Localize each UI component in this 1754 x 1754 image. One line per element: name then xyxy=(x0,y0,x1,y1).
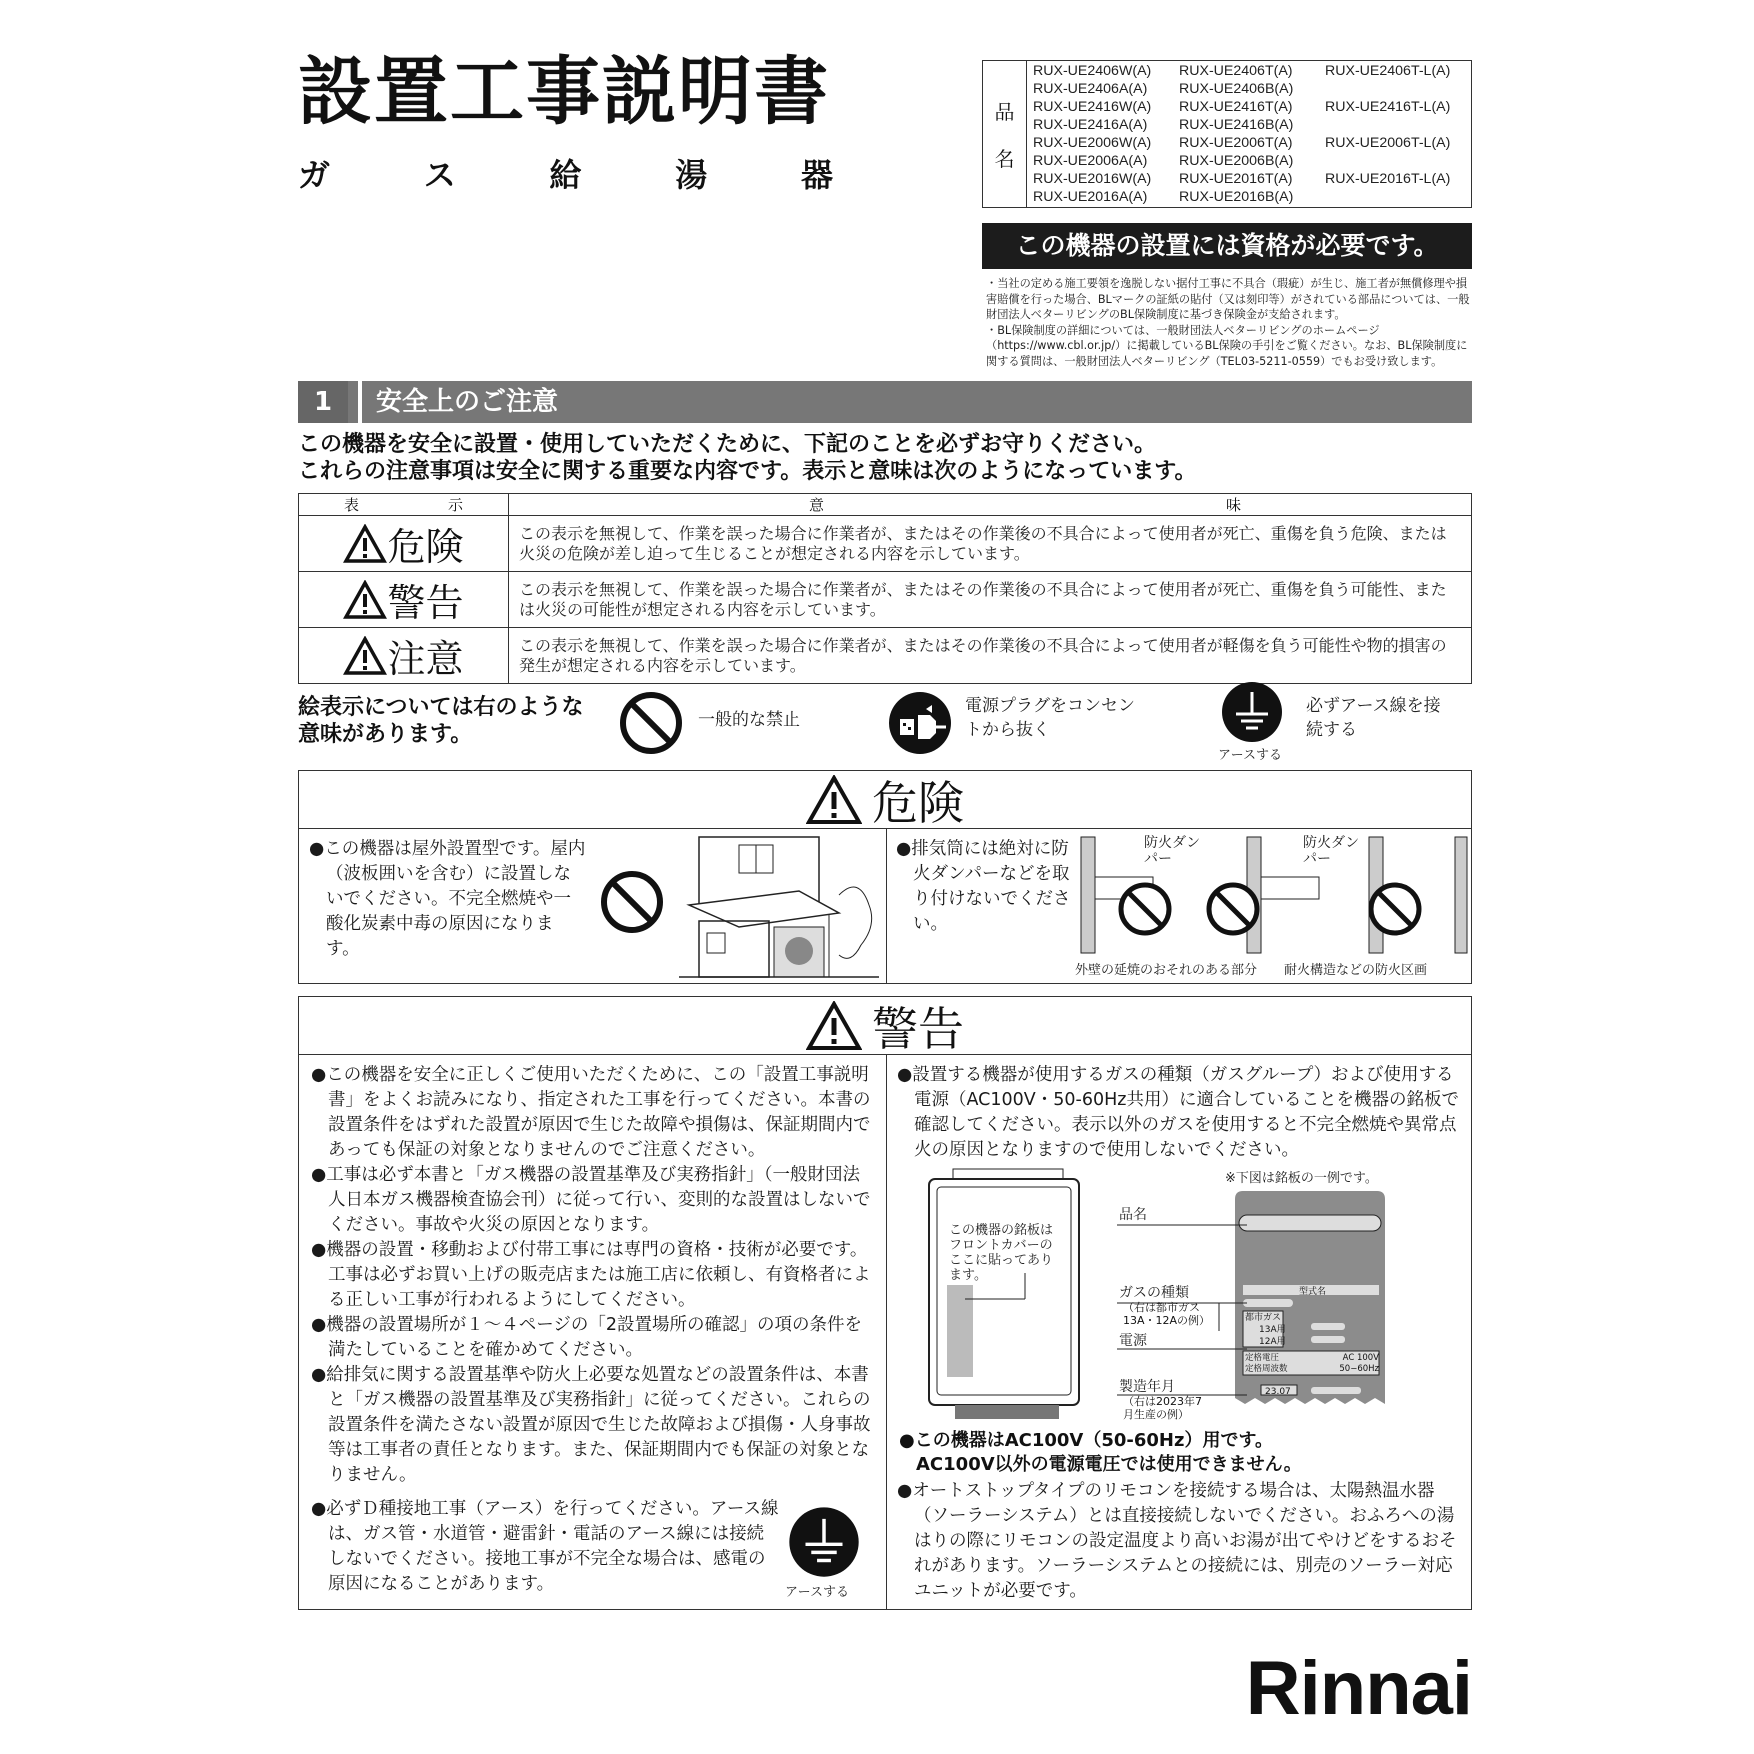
signal-cell xyxy=(299,572,509,628)
list-item: ●機器の設置場所が１～４ページの「2設置場所の確認」の項の条件を満たしていることを確かめてください。 xyxy=(311,1315,863,1360)
signal-word-table xyxy=(298,493,1472,684)
model: RUX-UE2016W(A) xyxy=(1033,171,1152,187)
brand-logo: Rinnai xyxy=(1245,1646,1472,1731)
model: RUX-UE2016T-L(A) xyxy=(1325,171,1451,187)
damper-diagram xyxy=(1079,835,1469,955)
table-row xyxy=(299,572,1472,628)
table-row xyxy=(299,628,1472,684)
plate-13a: 13A用 xyxy=(1259,1325,1286,1335)
plate-gas-label: 都市ガス xyxy=(1245,1313,1282,1323)
intro-line: この機器を安全に設置・使用していただくために、下記のことを必ずお守りください。 xyxy=(298,432,1157,457)
warning-title: 警告 xyxy=(872,1001,964,1056)
plate-freq-label: 定格周波数 xyxy=(1245,1364,1288,1374)
product-row xyxy=(1033,62,1471,80)
damper-caption: 外壁の延焼のおそれのある部分 xyxy=(1075,963,1258,978)
label-date: 製造年月 xyxy=(1119,1379,1175,1395)
divider xyxy=(886,1055,887,1609)
model: RUX-UE2006W(A) xyxy=(1033,135,1152,151)
model: RUX-UE2016B(A) xyxy=(1179,189,1294,205)
warning-box xyxy=(298,996,1472,1610)
intro-line: これらの注意事項は安全に関する重要な内容です。表示と意味は次のようになっています。 xyxy=(298,459,1197,484)
product-label-top: 品 xyxy=(994,100,1015,124)
label-gas: ガスの種類 xyxy=(1119,1285,1189,1301)
section-number: 1 xyxy=(298,381,348,423)
plate-date: 23.07 xyxy=(1265,1387,1291,1397)
header-char: 示 xyxy=(447,496,463,514)
warning-right-bottom: ●オートストップタイプのリモコンを接続する場合は、太陽熱温水器（ソーラーシステム）とは直接接続しないでください。おふろへの湯はりの際にリモコンの設定温度より高いお湯が出てやけどをするおそれがあります。ソーラーシステムとの接続には、別売のソーラー対応ユニットが必要です。 xyxy=(897,1481,1457,1601)
subtitle-char: 湯 xyxy=(675,156,708,194)
safety-intro xyxy=(298,431,1196,485)
plate-12a: 12A用 xyxy=(1259,1337,1286,1347)
damper-caption: 耐火構造などの防火区画 xyxy=(1284,963,1428,978)
model: RUX-UE2016A(A) xyxy=(1033,189,1148,205)
plate-voltage-label: 定格電圧 xyxy=(1245,1353,1280,1363)
header-char: 味 xyxy=(1225,496,1241,514)
warning-triangle-icon xyxy=(806,775,862,825)
prohibition-icon xyxy=(599,869,665,935)
danger-right-text: ●排気筒には絶対に防火ダンパーなどを取り付けないでください。 xyxy=(896,839,1071,934)
list-item: ●工事は必ず本書と「ガス機器の設置基準及び実務指針」（一般財団法人日本ガス機器検査協会刊）に従って行い、変則的な設置はしないでください。事故や火災の原因となります。 xyxy=(311,1165,871,1235)
model xyxy=(1325,80,1471,98)
damper-label: 防火ダンパー xyxy=(1303,835,1360,867)
leader-lines xyxy=(1117,1219,1249,1419)
pictogram-intro: 絵表示については右のような意味があります。 xyxy=(298,695,584,747)
water-heater-illustration xyxy=(925,1167,1085,1423)
subtitle-char: ガ xyxy=(298,156,331,194)
warning-triangle-icon xyxy=(343,636,387,676)
note: ・BL保険制度の詳細については、一般財団法人ベターリビングのホームページ（https://www.cbl.or.jp/）に掲載しているBL保険の手引をご覧ください。なお、BL保険制度に関する質問は、一般財団法人ベターリビング（TEL03-5211-0559）でもお受け致します。 xyxy=(986,323,1468,368)
model: RUX-UE2416W(A) xyxy=(1033,99,1152,115)
product-row xyxy=(1033,80,1471,98)
page-subtitle xyxy=(298,150,833,196)
product-label-bottom: 名 xyxy=(994,147,1015,171)
unplug-icon xyxy=(886,689,954,757)
product-row xyxy=(1033,116,1471,134)
section-title: 安全上のご注意 xyxy=(358,381,558,423)
warning-triangle-icon xyxy=(806,1001,862,1051)
ground-icon xyxy=(1220,680,1284,744)
signal-label: 注意 xyxy=(387,637,464,681)
model: RUX-UE2006T(A) xyxy=(1179,135,1293,151)
list-item: ●給排気に関する設置基準や防火上必要な処置などの設置条件は、本書と「ガス機器の設置基準及び実務指針」に従ってください。これらの設置条件を満たさない設置が原因で生じた故障および損傷・人身事故等は工事者の責任となります。また、保証期間内でも保証の対象となりません。 xyxy=(311,1365,871,1485)
model xyxy=(1325,152,1471,170)
warning-left-list xyxy=(311,1063,877,1488)
model: RUX-UE2416B(A) xyxy=(1179,117,1294,133)
prohibition-icon xyxy=(618,690,684,756)
model: RUX-UE2406A(A) xyxy=(1033,81,1148,97)
ac100v-notice xyxy=(899,1429,1302,1477)
table-header-meaning xyxy=(509,494,1472,516)
model: RUX-UE2416T(A) xyxy=(1179,99,1293,115)
ground-label: 必ずアース線を接続する xyxy=(1306,696,1441,740)
subtitle-char: ス xyxy=(423,156,456,194)
product-row xyxy=(1033,188,1471,206)
table-header-display xyxy=(299,494,509,516)
ground-caption: アースする xyxy=(1218,748,1282,763)
danger-left-text: ●この機器は屋外設置型です。屋内（波板囲いを含む）に設置しないでください。不完全燃焼や一酸化炭素中毒の原因になります。 xyxy=(309,839,586,959)
model: RUX-UE2406B(A) xyxy=(1179,81,1294,97)
product-models xyxy=(1027,61,1471,207)
qualification-banner: この機器の設置には資格が必要です。 xyxy=(982,223,1472,269)
subtitle-char: 器 xyxy=(800,156,833,194)
list-item: ●機器の設置・移動および付帯工事には専門の資格・技術が必要です。工事は必ずお買い上げの販売店または施工店に依頼し、有資格者による正しい工事が行われるようにしてください。 xyxy=(311,1240,871,1310)
label-gas-example: （右は都市ガス13A・12Aの例） xyxy=(1123,1301,1211,1327)
page-title: 設置工事説明書 xyxy=(298,49,830,135)
warning-heading xyxy=(299,997,1471,1055)
product-row xyxy=(1033,170,1471,188)
header-char: 表 xyxy=(344,496,360,514)
product-label xyxy=(983,61,1027,207)
model: RUX-UE2416A(A) xyxy=(1033,117,1148,133)
plate-gas xyxy=(1245,1312,1286,1348)
plate-note: ※下図は銘板の一例です。 xyxy=(1225,1171,1378,1186)
model: RUX-UE2006A(A) xyxy=(1033,153,1148,169)
signal-desc: この表示を無視して、作業を誤った場合に作業者が、またはその作業後の不具合によって使用者が死亡、重傷を負う危険、または火災の危険が差し迫って生じることが想定される内容を示しています。 xyxy=(509,516,1472,572)
signal-label: 警告 xyxy=(387,581,464,625)
prohibit-label: 一般的な禁止 xyxy=(698,710,800,730)
danger-heading xyxy=(299,771,1471,829)
model: RUX-UE2416T-L(A) xyxy=(1325,99,1451,115)
ground-icon xyxy=(787,1505,861,1579)
label-product: 品名 xyxy=(1119,1207,1147,1223)
signal-cell xyxy=(299,516,509,572)
subtitle-char: 給 xyxy=(549,156,582,194)
danger-title: 危険 xyxy=(872,775,964,830)
model: RUX-UE2406T(A) xyxy=(1179,63,1293,79)
header-char: 意 xyxy=(809,496,825,514)
note: ・当社の定める施工要領を逸脱しない据付工事に不具合（瑕疵）が生じ、施工者が無償修理や損害賠償を行った場合、BLマークの証紙の貼付（又は刻印等）がされている部品については、一般財団法人ベターリビングのBL保険制度に基づき保険金が支給されます。 xyxy=(986,277,1470,321)
model: RUX-UE2406W(A) xyxy=(1033,63,1152,79)
warning-triangle-icon xyxy=(343,580,387,620)
nameplate-illustration xyxy=(1235,1191,1385,1409)
danger-box xyxy=(298,770,1472,984)
signal-desc: この表示を無視して、作業を誤った場合に作業者が、またはその作業後の不具合によって使用者が軽傷を負う可能性や物的損害の発生が想定される内容を示しています。 xyxy=(509,628,1472,684)
model: RUX-UE2016T(A) xyxy=(1179,171,1293,187)
product-row xyxy=(1033,134,1471,152)
heater-note: この機器の銘板はフロントカバーのここに貼ってあります。 xyxy=(949,1223,1054,1283)
product-row xyxy=(1033,152,1471,170)
plate-voltage: AC 100V xyxy=(1342,1353,1379,1363)
house-illustration xyxy=(679,835,879,981)
model xyxy=(1325,188,1471,206)
bold-line: ●この機器はAC100V（50-60Hz）用です。 xyxy=(899,1430,1274,1451)
divider xyxy=(886,829,887,983)
table-row xyxy=(299,516,1472,572)
warning-right-top: ●設置する機器が使用するガスの種類（ガスグループ）および使用する電源（AC100V・50-60Hz共用）に適合していることを機器の銘板で確認してください。表示以外のガスを使用すると不完全燃焼や異常点火の原因となりますので使用しないでください。 xyxy=(897,1065,1459,1160)
label-date-example: （右は2023年7月生産の例） xyxy=(1123,1395,1202,1421)
plate-freq: 50−60Hz xyxy=(1339,1364,1379,1374)
product-box xyxy=(982,60,1472,208)
ground-item: ●必ずＤ種接地工事（アース）を行ってください。アース線は、ガス管・水道管・避雷針・電話のアース線には接続しないでください。接地工事が不完全な場合は、感電の原因になることがあります。 xyxy=(311,1499,779,1594)
model: RUX-UE2006B(A) xyxy=(1179,153,1294,169)
unplug-label: 電源プラグをコンセントから抜く xyxy=(965,696,1135,740)
plate-power xyxy=(1245,1353,1379,1375)
warning-triangle-icon xyxy=(343,524,387,564)
bl-notes xyxy=(986,276,1476,369)
list-item: ●この機器を安全に正しくご使用いただくために、この「設置工事説明書」をよくお読みになり、指定された工事を行ってください。本書の設置条件をはずれた設置が原因で生じた故障や損傷は、保証期間内であっても保証の対象となりませんのでご注意ください。 xyxy=(311,1065,871,1160)
bold-line: AC100V以外の電源電圧では使用できません。 xyxy=(916,1454,1302,1475)
plate-type: 型式名 xyxy=(1299,1287,1327,1297)
model: RUX-UE2006T-L(A) xyxy=(1325,135,1451,151)
model xyxy=(1325,116,1471,134)
product-row xyxy=(1033,98,1471,116)
label-power: 電源 xyxy=(1119,1333,1147,1349)
signal-cell xyxy=(299,628,509,684)
model: RUX-UE2406T-L(A) xyxy=(1325,63,1451,79)
damper-label: 防火ダンパー xyxy=(1144,835,1201,867)
signal-label: 危険 xyxy=(387,525,464,569)
signal-desc: この表示を無視して、作業を誤った場合に作業者が、またはその作業後の不具合によって使用者が死亡、重傷を負う可能性、または火災の可能性が想定される内容を示しています。 xyxy=(509,572,1472,628)
ground-caption: アースする xyxy=(785,1585,849,1600)
